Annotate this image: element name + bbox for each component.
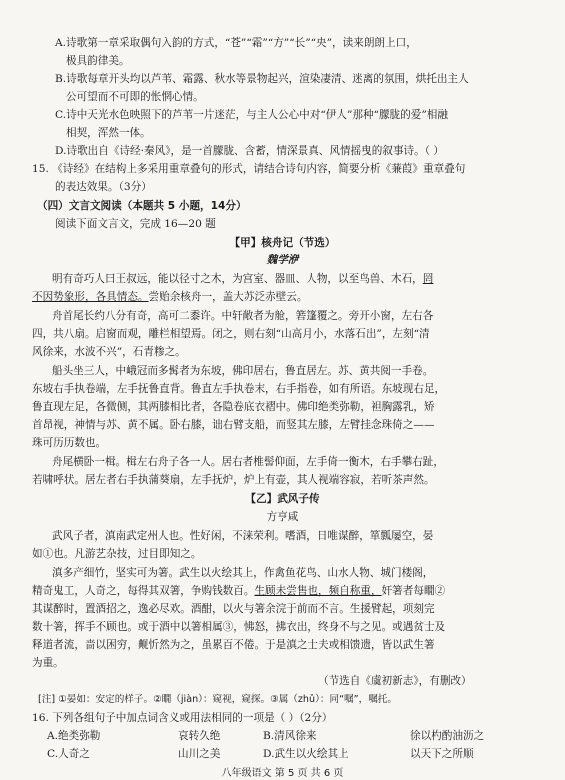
text-a-p3-line5: 珠可历历数也。 [32, 437, 107, 449]
option-15-c-line2: 相契，浑然一体。 [66, 127, 151, 139]
text-a-p3-line2: 东坡右手执卷端，左手抚鲁直背。鲁直左手执卷末，右手指卷，如有所语。东坡现右足， [32, 383, 446, 395]
text-a-p2-line1: 舟首尾长约八分有奇，高可二黍许。中轩敞者为舱，箬篷覆之。旁开小窗，左右各 [52, 310, 434, 322]
option-15-d: D.诗歌出自《诗经·秦风》，是一首朦胧、含蓄，情深景真、风情摇曳的叙事诗。（ ） [55, 145, 444, 157]
text-a-p1-line2 [32, 290, 307, 304]
question-16-option-d: D.武生以火绘其上 [263, 748, 349, 760]
text-a-p3-line4: 首昂视，神情与苏、黄不属。卧右膝，诎右臂支船，而竖其左膝，左臂挂念珠倚之—— [32, 419, 435, 431]
option-15-a-line1: A.诗歌第一章采取偶句入韵的方式，“苍”“霜”“方”“长”“央”，读来朗朗上口， [55, 37, 417, 49]
text-b-p2-line2-end: 奸箸者每瞯② [381, 585, 446, 597]
text-a-p4-line2: 若啸呼状。居左者右手执蒲葵扇，左手抚炉，炉上有壶，其人视端容寂，若听茶声然。 [32, 474, 435, 486]
option-15-b-line1: B.诗歌每章开头均以芦苇、霜露、秋水等景物起兴，渲染凄清、迷离的氛围，烘托出主人 [55, 73, 469, 85]
text-b-p1-line2: 如①也。凡游艺杂技，过目即知之。 [32, 548, 202, 560]
text-b-p2-line3: 其谋醉时，置酒招之，逸必尽欢。酒酣，以火与箸余浣于前而不言。生援臂起，项刻完 [32, 603, 435, 615]
text-a-p3-line3: 鲁直现左足，各微侧，其两膝相比者，各隐卷底衣褶中。佛印绝类弥勒，袒胸露乳，矫 [32, 401, 435, 413]
text-a-p1-line1 [52, 272, 433, 286]
text-a-p1-underlined-end: 不因势象形，各具情态。 [32, 291, 149, 303]
question-15-line1: 15. 《诗经》在结构上多采用重章叠句的形式，请结合诗句内容，简要分析《蒹葭》重章叠句 [32, 163, 466, 175]
text-a-author: 魏学洢 [266, 254, 299, 266]
text-b-title: 【乙】武风子传 [245, 493, 320, 505]
question-16-option-b: B.清风徐来 [263, 730, 317, 742]
section-4-instruction: 阅读下面文言文，完成 16—20 题 [55, 218, 216, 230]
text-b-p2-line6: 为重。 [32, 657, 64, 669]
text-a-p2-line3: 风徐来，水波不兴”，石青糁之。 [32, 346, 186, 358]
text-b-p2-line1: 滇多产细竹，坚实可为箸。武生以火绘其上，作禽鱼花鸟、山水人物、城门楼阁， [52, 567, 434, 579]
option-15-b-line2: 公可望而不可即的怅惘心情。 [66, 91, 204, 103]
question-16-option-b-pair: 徐以杓酌油沥之 [410, 730, 485, 742]
question-16-stem: 16. 下列各组句子中加点词含义或用法相同的一项是（ ）（2分） [32, 712, 333, 724]
text-b-p2-line2 [32, 584, 445, 598]
question-16-option-c: C.人奇之 [47, 748, 90, 760]
text-a-p4-line1: 舟尾横卧一楫。楫左右舟子各一人。居右者椎髻仰面，左手倚一衡木，右手攀右趾， [52, 456, 444, 468]
question-16-option-a-pair: 哀转久绝 [178, 730, 221, 742]
text-b-p2-underlined: 生顾未尝售也，频自称重， [254, 585, 382, 597]
text-b-p2-line4: 数十箸，挥手不顾也。或于酒中以箸相属③，怫怒，拂衣出，终身不与之见。或遇贫士及 [32, 621, 446, 633]
section-4-title: （四）文言文阅读（本题共 5 小题，14分） [37, 200, 247, 212]
text-a-p1-line2-text: 尝贻余核舟一，盖大苏泛赤壁云。 [148, 291, 308, 303]
text-a-p1-underlined-start: 罔 [422, 273, 434, 285]
text-b-p2-line5: 释道者流，啬以困穷，觍忻然为之，虽累百不倦。于是滇之士夫或相馈遗，皆以武生箸 [32, 639, 435, 651]
text-b-p1-line1: 武风子者，滇南武定州人也。性好闲，不涞荣利。嗜酒，日唯谋醉，箪瓢屡空，晏 [52, 530, 434, 542]
text-a-title: 【甲】核舟记（节选） [229, 237, 336, 249]
annotation-notes: [注] ①晏如：安定的样子。②瞯（jiàn）：窥视，窥探。③属（zhǔ）：同“嘱”，嘱托。 [38, 694, 397, 705]
text-a-p2-line2: 四，共八扇。启窗而观，雕栏相望焉。闭之，则右刻“山高月小，水落石出”，左刻“清 [32, 328, 430, 340]
option-15-c-line1: C.诗中天光水色映照下的芦苇一片迷茫，与主人公心中对“伊人”那种“朦胧的爱”相融 [55, 109, 448, 121]
text-b-author: 方亨咸 [266, 511, 299, 523]
text-b-source: （节选自《虞初新志》，有删改） [318, 675, 472, 687]
text-b-p2-line2-start: 精奇鬼工，人奇之，每得其双箸，争购钱数百。 [32, 585, 255, 597]
question-15-line2: 的表达效果。（3分） [55, 181, 152, 193]
question-16-option-d-pair: 以天下之所顺 [410, 748, 474, 760]
option-15-a-line2: 极具韵律美。 [66, 55, 130, 67]
text-a-p1-line1-text: 明有奇巧人曰王叔远，能以径寸之木，为宫室、器皿、人物，以至鸟兽、木石， [52, 273, 423, 285]
page-footer: 八年级语文 第 5 页 共 6 页 [221, 768, 344, 779]
question-16-option-a: A.绝类弥勒 [47, 730, 101, 742]
text-a-p3-line1: 船头坐三人，中峨冠而多髯者为东坡，佛印居右，鲁直居左。苏、黄共阅一手卷。 [52, 365, 434, 377]
question-16-option-c-pair: 山川之美 [178, 748, 221, 760]
